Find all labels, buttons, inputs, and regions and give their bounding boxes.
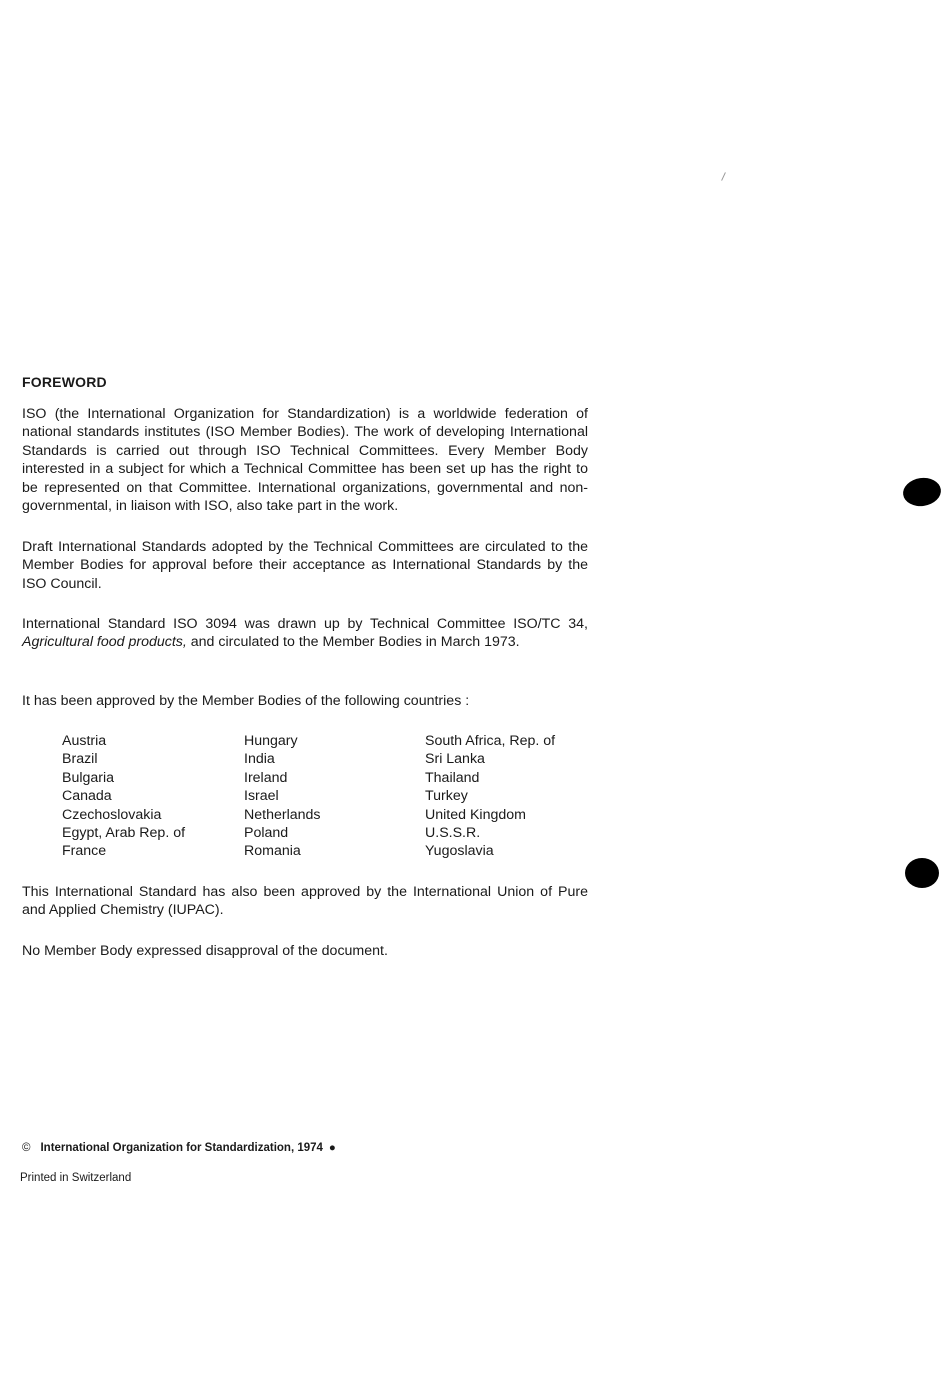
country-item: Canada xyxy=(62,788,112,805)
foreword-paragraph-no-disapproval: No Member Body expressed disapproval of the document. xyxy=(22,943,388,959)
punch-hole-icon xyxy=(901,475,943,508)
country-item: Brazil xyxy=(62,751,98,768)
scan-speck xyxy=(721,172,726,181)
country-item: Israel xyxy=(244,788,279,805)
foreword-paragraph-iso-intro: ISO (the International Organization for Standardization) is a worldwide federation of national standards institutes (ISO Member Bodies). The work of developing International Standards is carried out through ISO Technical Committees. Every Member Body interested in a subject for which a Technical Committee has been set up has the right to be represented on that Committee. International organizations, governmental and non-governmental, in liaison with ISO, also take part in the work. xyxy=(22,406,588,515)
countries-column-3 xyxy=(425,732,555,861)
country-item: United Kingdom xyxy=(425,806,526,823)
country-item: Turkey xyxy=(425,788,468,805)
country-item: Austria xyxy=(62,733,107,749)
country-item: Yugoslavia xyxy=(425,843,494,860)
copyright-icon: © xyxy=(22,1142,31,1154)
copyright-line xyxy=(22,1142,336,1154)
punch-hole-icon xyxy=(905,858,939,888)
country-item: Thailand xyxy=(425,769,480,786)
country-item: Netherlands xyxy=(244,806,321,823)
country-item: Romania xyxy=(244,843,301,860)
country-item: India xyxy=(244,751,275,768)
country-item: France xyxy=(62,843,107,860)
country-item: Czechoslovakia xyxy=(62,806,162,823)
foreword-paragraph-technical-committee xyxy=(22,615,588,652)
country-item: Ireland xyxy=(244,769,288,786)
printed-in-line: Printed in Switzerland xyxy=(20,1172,132,1184)
country-item: U.S.S.R. xyxy=(425,824,481,841)
foreword-paragraph-iupac-approval: This International Standard has also been approved by the International Union of Pure and Applied Chemistry (IUPAC). xyxy=(22,884,588,919)
tc-text-after: and circulated to the Member Bodies in March 1973. xyxy=(186,634,520,651)
bullet-icon: ● xyxy=(328,1142,336,1154)
country-item: Egypt, Arab Rep. of xyxy=(62,824,186,841)
country-item: Bulgaria xyxy=(62,769,115,786)
copyright-text: International Organization for Standardization, 1974 xyxy=(40,1142,323,1154)
countries-column-2 xyxy=(244,732,321,861)
tc-text-before: International Standard ISO 3094 was drawn up by Technical Committee ISO/TC 34, xyxy=(22,616,588,632)
country-item: South Africa, Rep. of xyxy=(425,733,556,749)
foreword-heading: FOREWORD xyxy=(22,374,107,390)
country-item: Poland xyxy=(244,824,289,841)
country-item: Sri Lanka xyxy=(425,751,485,768)
countries-column-1 xyxy=(62,732,185,861)
foreword-paragraph-approval-intro: It has been approved by the Member Bodies of the following countries : xyxy=(22,693,470,709)
country-item: Hungary xyxy=(244,733,298,749)
tc-title-italic: Agricultural food products, xyxy=(22,634,187,651)
foreword-paragraph-draft-standards: Draft International Standards adopted by the Technical Committees are circulated to the Member Bodies for approval before their acceptance as International Standards by the ISO Council. xyxy=(22,539,588,592)
